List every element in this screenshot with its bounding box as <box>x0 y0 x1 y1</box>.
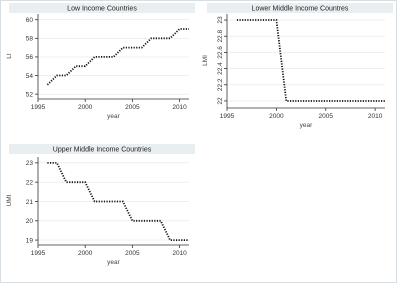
y-tick-label: 56 <box>25 54 33 62</box>
chart-panel-1 <box>200 2 396 142</box>
y-tick-label: 23 <box>217 16 224 24</box>
chart-figure <box>1 1 396 282</box>
y-tick-label: 21 <box>25 198 33 206</box>
y-tick-label: 22.4 <box>217 62 224 75</box>
y-tick-label: 20 <box>25 218 33 226</box>
y-tick-label: 22 <box>217 97 224 105</box>
x-axis-label: year <box>299 122 313 129</box>
x-tick-label: 1995 <box>30 104 46 111</box>
x-tick-label: 2000 <box>269 113 284 120</box>
x-axis-label: year <box>107 259 120 266</box>
x-tick-label: 2010 <box>172 104 187 111</box>
y-tick-label: 22.6 <box>217 46 224 59</box>
y-axis-label: UMI <box>6 194 13 207</box>
y-tick-label: 23 <box>25 160 33 168</box>
chart-title: Low Income Countries <box>67 5 137 13</box>
x-tick-label: 1995 <box>219 113 235 120</box>
y-tick-label: 19 <box>25 237 33 245</box>
x-tick-label: 2000 <box>77 104 93 111</box>
y-tick-label: 52 <box>25 91 33 99</box>
x-tick-label: 2000 <box>77 250 93 257</box>
chart-title: Upper Middle Income Countries <box>52 146 152 154</box>
panel-background <box>200 2 396 142</box>
y-tick-label: 60 <box>25 17 33 25</box>
x-tick-label: 2010 <box>172 250 187 257</box>
x-tick-label: 2010 <box>367 113 383 120</box>
x-tick-label: 1995 <box>30 250 46 257</box>
y-tick-label: 58 <box>25 35 33 43</box>
chart-panel-2 <box>2 143 198 281</box>
x-tick-label: 2005 <box>125 104 140 111</box>
y-tick-label: 22.8 <box>217 29 224 43</box>
x-tick-label: 2005 <box>125 250 140 257</box>
y-tick-label: 22 <box>25 179 33 187</box>
y-tick-label: 22.2 <box>217 78 224 92</box>
chart-title: Lower Middle Income Countres <box>251 5 349 13</box>
chart-panel-0 <box>2 2 198 142</box>
y-axis-label: LMI <box>202 55 209 66</box>
x-axis-label: year <box>107 113 120 120</box>
y-tick-label: 54 <box>25 72 33 80</box>
y-axis-label: LI <box>6 53 13 59</box>
x-tick-label: 2005 <box>318 113 333 120</box>
